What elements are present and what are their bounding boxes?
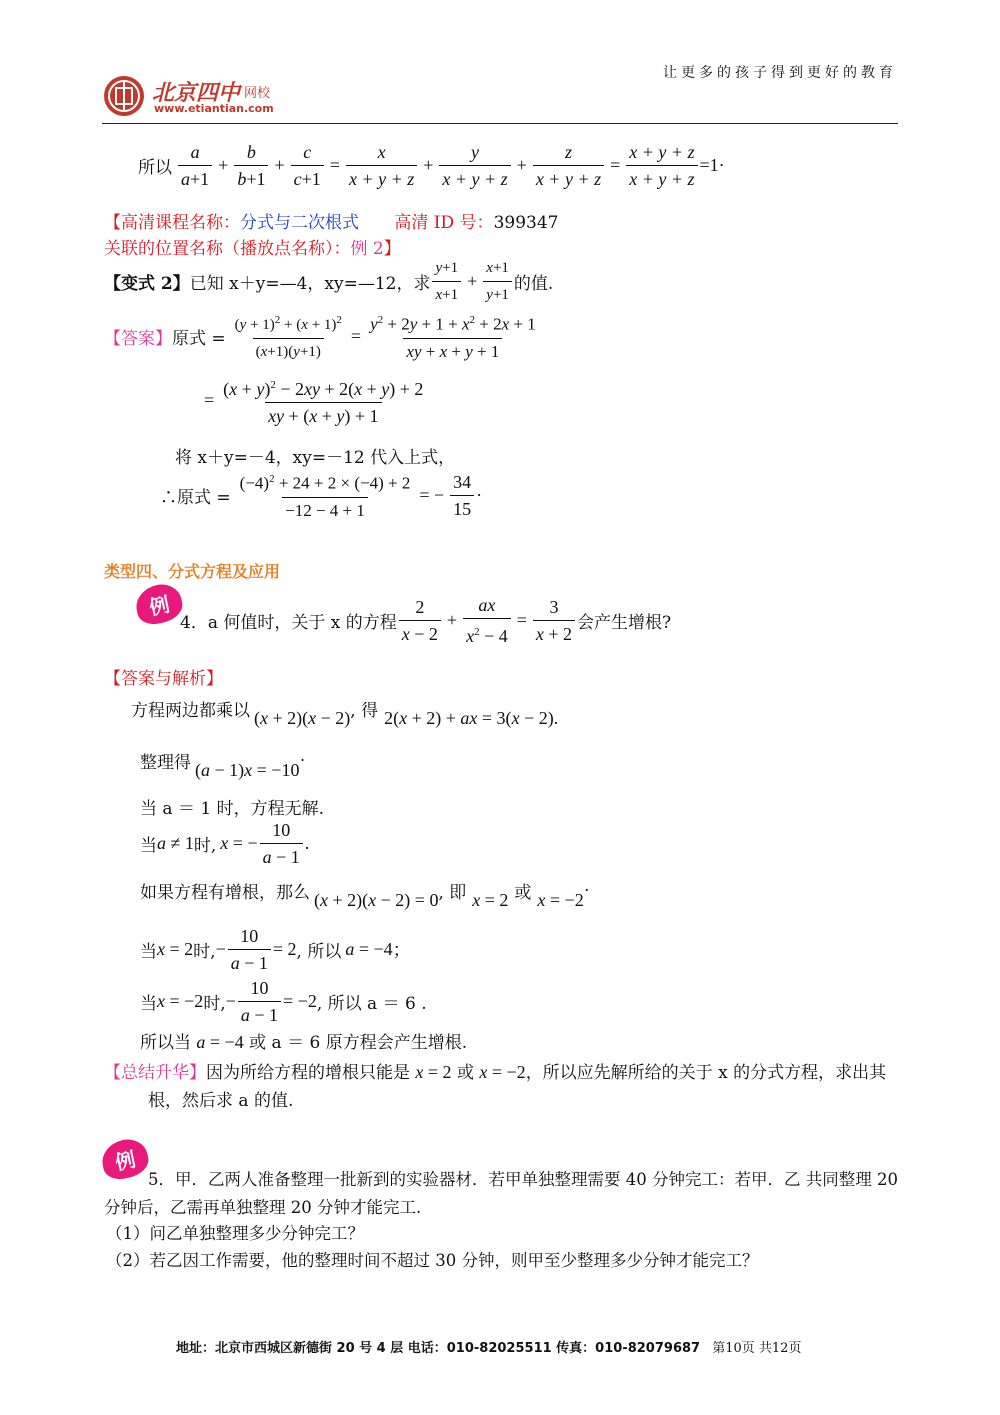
logo-seal-icon: [102, 74, 146, 118]
solution4-line7: 当 x = −2 时, − $\frac{10}{a - 1}$ = −2 , 所以 a ＝ 6 .: [140, 977, 427, 1025]
solution4-line5-mid2: 或: [514, 882, 532, 903]
solution4-line1-mid: , 得: [350, 700, 379, 721]
solution4-line7-mid: 时,: [203, 993, 226, 1014]
section4-title: 类型四、分式方程及应用: [104, 562, 281, 581]
variant2-tag: 【变式 2】: [104, 273, 190, 294]
logo-name: 北京四中: [152, 81, 241, 106]
example5-badge: 例: [99, 1136, 152, 1183]
summary-text2: 或: [456, 1063, 474, 1083]
solution4-line4: 当 a ≠ 1 时, x = − $\frac{10}{a - 1}$ .: [140, 819, 310, 867]
example5-line1: 5．甲．乙两人准备整理一批新到的实验器材．若甲单独整理需要 40 分钟完工：若甲．乙 共同整理 20: [148, 1170, 898, 1189]
logo-url: www.etiantian.com: [154, 102, 274, 115]
answer-substitute: 将 x＋y=－4，xy=－12 代入上式，: [175, 448, 456, 468]
solution4-line7-tail: , 所以 a ＝ 6 .: [316, 993, 427, 1014]
answer-line3: ∴原式 = $\frac{(-4)^2 + 24 + 2 \times (-4) + 2}{-12 - 4 + 1}$ = − $\frac{34}{15}$ ·: [160, 471, 483, 520]
solution4-line8-b: 或 a ＝ 6 原方程会产生增根.: [249, 1033, 468, 1053]
solution4-line8-a: 所以当: [140, 1033, 191, 1053]
logo-suffix: 网校: [244, 86, 271, 101]
footer-page: 第10页 共12页: [712, 1341, 802, 1356]
variant2-line: 【变式 2】 已知 x＋y=—4，xy=—12，求 $\frac{y+1}{x+1}$ + $\frac{x+1}{y+1}$ 的值.: [104, 257, 553, 305]
example4-stem: 4．a 何值时，关于 x 的方程 $\frac{2}{x - 2}$ + $\frac{ax}{x^2 - 4}$ = $\frac{3}{x + 2}$ 会产生增根?: [180, 594, 672, 646]
summary-tag: 【总结升华】: [104, 1063, 206, 1083]
solution4-line6-mid: 时,: [193, 941, 216, 962]
course-line: [104, 208, 558, 233]
intro-equation: 所以 $\frac{a}{a+1}$ + $\frac{b}{b+1}$ + $\frac{c}{c+1}$ = $\frac{x}{x + y + z}$ + $\frac{y}{x + y + z}$ + $\frac{z}{x + y + z}$ = $\frac{x + y + z}{x + y + z}$ =1·: [138, 141, 725, 189]
variant2-stem: 已知 x＋y=—4，xy=—12，求: [189, 273, 431, 294]
footer-address: 地址：北京市西城区新德街 20 号 4 层 电话：010-82025511 传真：010-82079687: [176, 1341, 701, 1356]
solution4-line1-text: 方程两边都乘以: [131, 700, 250, 721]
solution4-line2: 整理得 (a − 1)x = −10 ·: [140, 749, 306, 780]
example4-stem-start: 4．a 何值时，关于 x 的方程: [180, 612, 397, 633]
solution4-line4-mid: 时,: [193, 835, 217, 856]
answer-result-den: 15: [450, 495, 474, 520]
example5-q2: （2）若乙因工作需要，他的整理时间不超过 30 分钟，则甲至少整理多少分钟才能完工？: [106, 1251, 759, 1270]
example4-stem-end: 会产生增根?: [577, 612, 672, 633]
location-value: 例 2: [350, 239, 384, 259]
solution4-tag: 【答案与解析】: [104, 669, 223, 689]
solution4-line5-text: 如果方程有增根，那么: [140, 882, 310, 903]
course-id: 399347: [493, 213, 559, 233]
solution4-line6-tail: , 所以: [296, 941, 342, 962]
solution4-line8: 所以当 a = −4 或 a ＝ 6 原方程会产生增根.: [140, 1032, 468, 1053]
answer-line1: 【答案】 原式 = $\frac{(y + 1)^2 + (x + 1)^2}{(x+1)(y+1)}$ = $\frac{y^2 + 2y + 1 + x^2 + 2x + 1}{xy + x + y + 1}$: [104, 312, 541, 360]
answer-line2: = $\frac{(x + y)^2 - 2xy + 2(x + y) + 2}{xy + (x + y) + 1}$: [204, 378, 424, 426]
course-label: 【高清课程名称：: [104, 213, 240, 233]
footer: [176, 1337, 801, 1356]
course-name: 分式与二次根式: [240, 213, 359, 233]
solution4-line1: 方程两边都乘以 (x + 2)(x − 2) , 得 2(x + 2) + ax = 3(x − 2).: [131, 690, 558, 726]
solution4-line7-prefix: 当: [140, 993, 157, 1014]
answer-result-num: 34: [453, 471, 472, 492]
example5-q1: （1）问乙单独整理多少分钟完工？: [106, 1224, 364, 1243]
solution4-line5-mid1: , 即: [438, 882, 467, 903]
intro-prefix: 所以: [138, 157, 172, 178]
answer-prefix: 原式 =: [172, 328, 226, 349]
solution4-line6-prefix: 当: [140, 941, 157, 962]
location-line: [104, 234, 401, 259]
header-slogan: 让更多的孩子得到更好的教育: [663, 65, 897, 81]
answer-tag: 【答案】: [104, 328, 172, 349]
header-rule: [102, 123, 898, 124]
example4-badge: 例: [133, 581, 186, 628]
solution4-line2-text: 整理得: [140, 752, 191, 773]
intro-eq-end: =1·: [699, 154, 725, 175]
solution4-line3: 当 a ＝ 1 时，方程无解.: [140, 799, 324, 819]
summary-text1: 因为所给方程的增根只能是: [206, 1063, 410, 1083]
solution4-line6: 当 x = 2 时, − $\frac{10}{a - 1}$ = 2 , 所以 a = −4 ；: [140, 925, 411, 973]
location-close: 】: [383, 239, 401, 259]
course-id-label: 高清 ID 号：: [394, 213, 494, 233]
variant2-tail: 的值.: [513, 273, 554, 294]
location-label: 关联的位置名称（播放点名称）：: [104, 239, 351, 259]
summary-text3: ，所以应先解所给的关于 x 的分式方程，求出其: [525, 1063, 887, 1083]
example5-line2: 分钟后，乙需再单独整理 20 分钟才能完工.: [104, 1198, 422, 1217]
summary-line1: 【总结升华】因为所给方程的增根只能是 x = 2 或 x = −2，所以应先解所给的关于 x 的分式方程，求出其: [104, 1062, 887, 1083]
solution4-line4-prefix: 当: [140, 835, 157, 856]
summary-line2: 根，然后求 a 的值.: [148, 1091, 294, 1111]
solution4-line5: 如果方程有增根，那么 (x + 2)(x − 2) = 0 , 即 x = 2 或 x = −2 ·: [140, 879, 590, 910]
answer-therefore: ∴原式 =: [160, 487, 231, 508]
